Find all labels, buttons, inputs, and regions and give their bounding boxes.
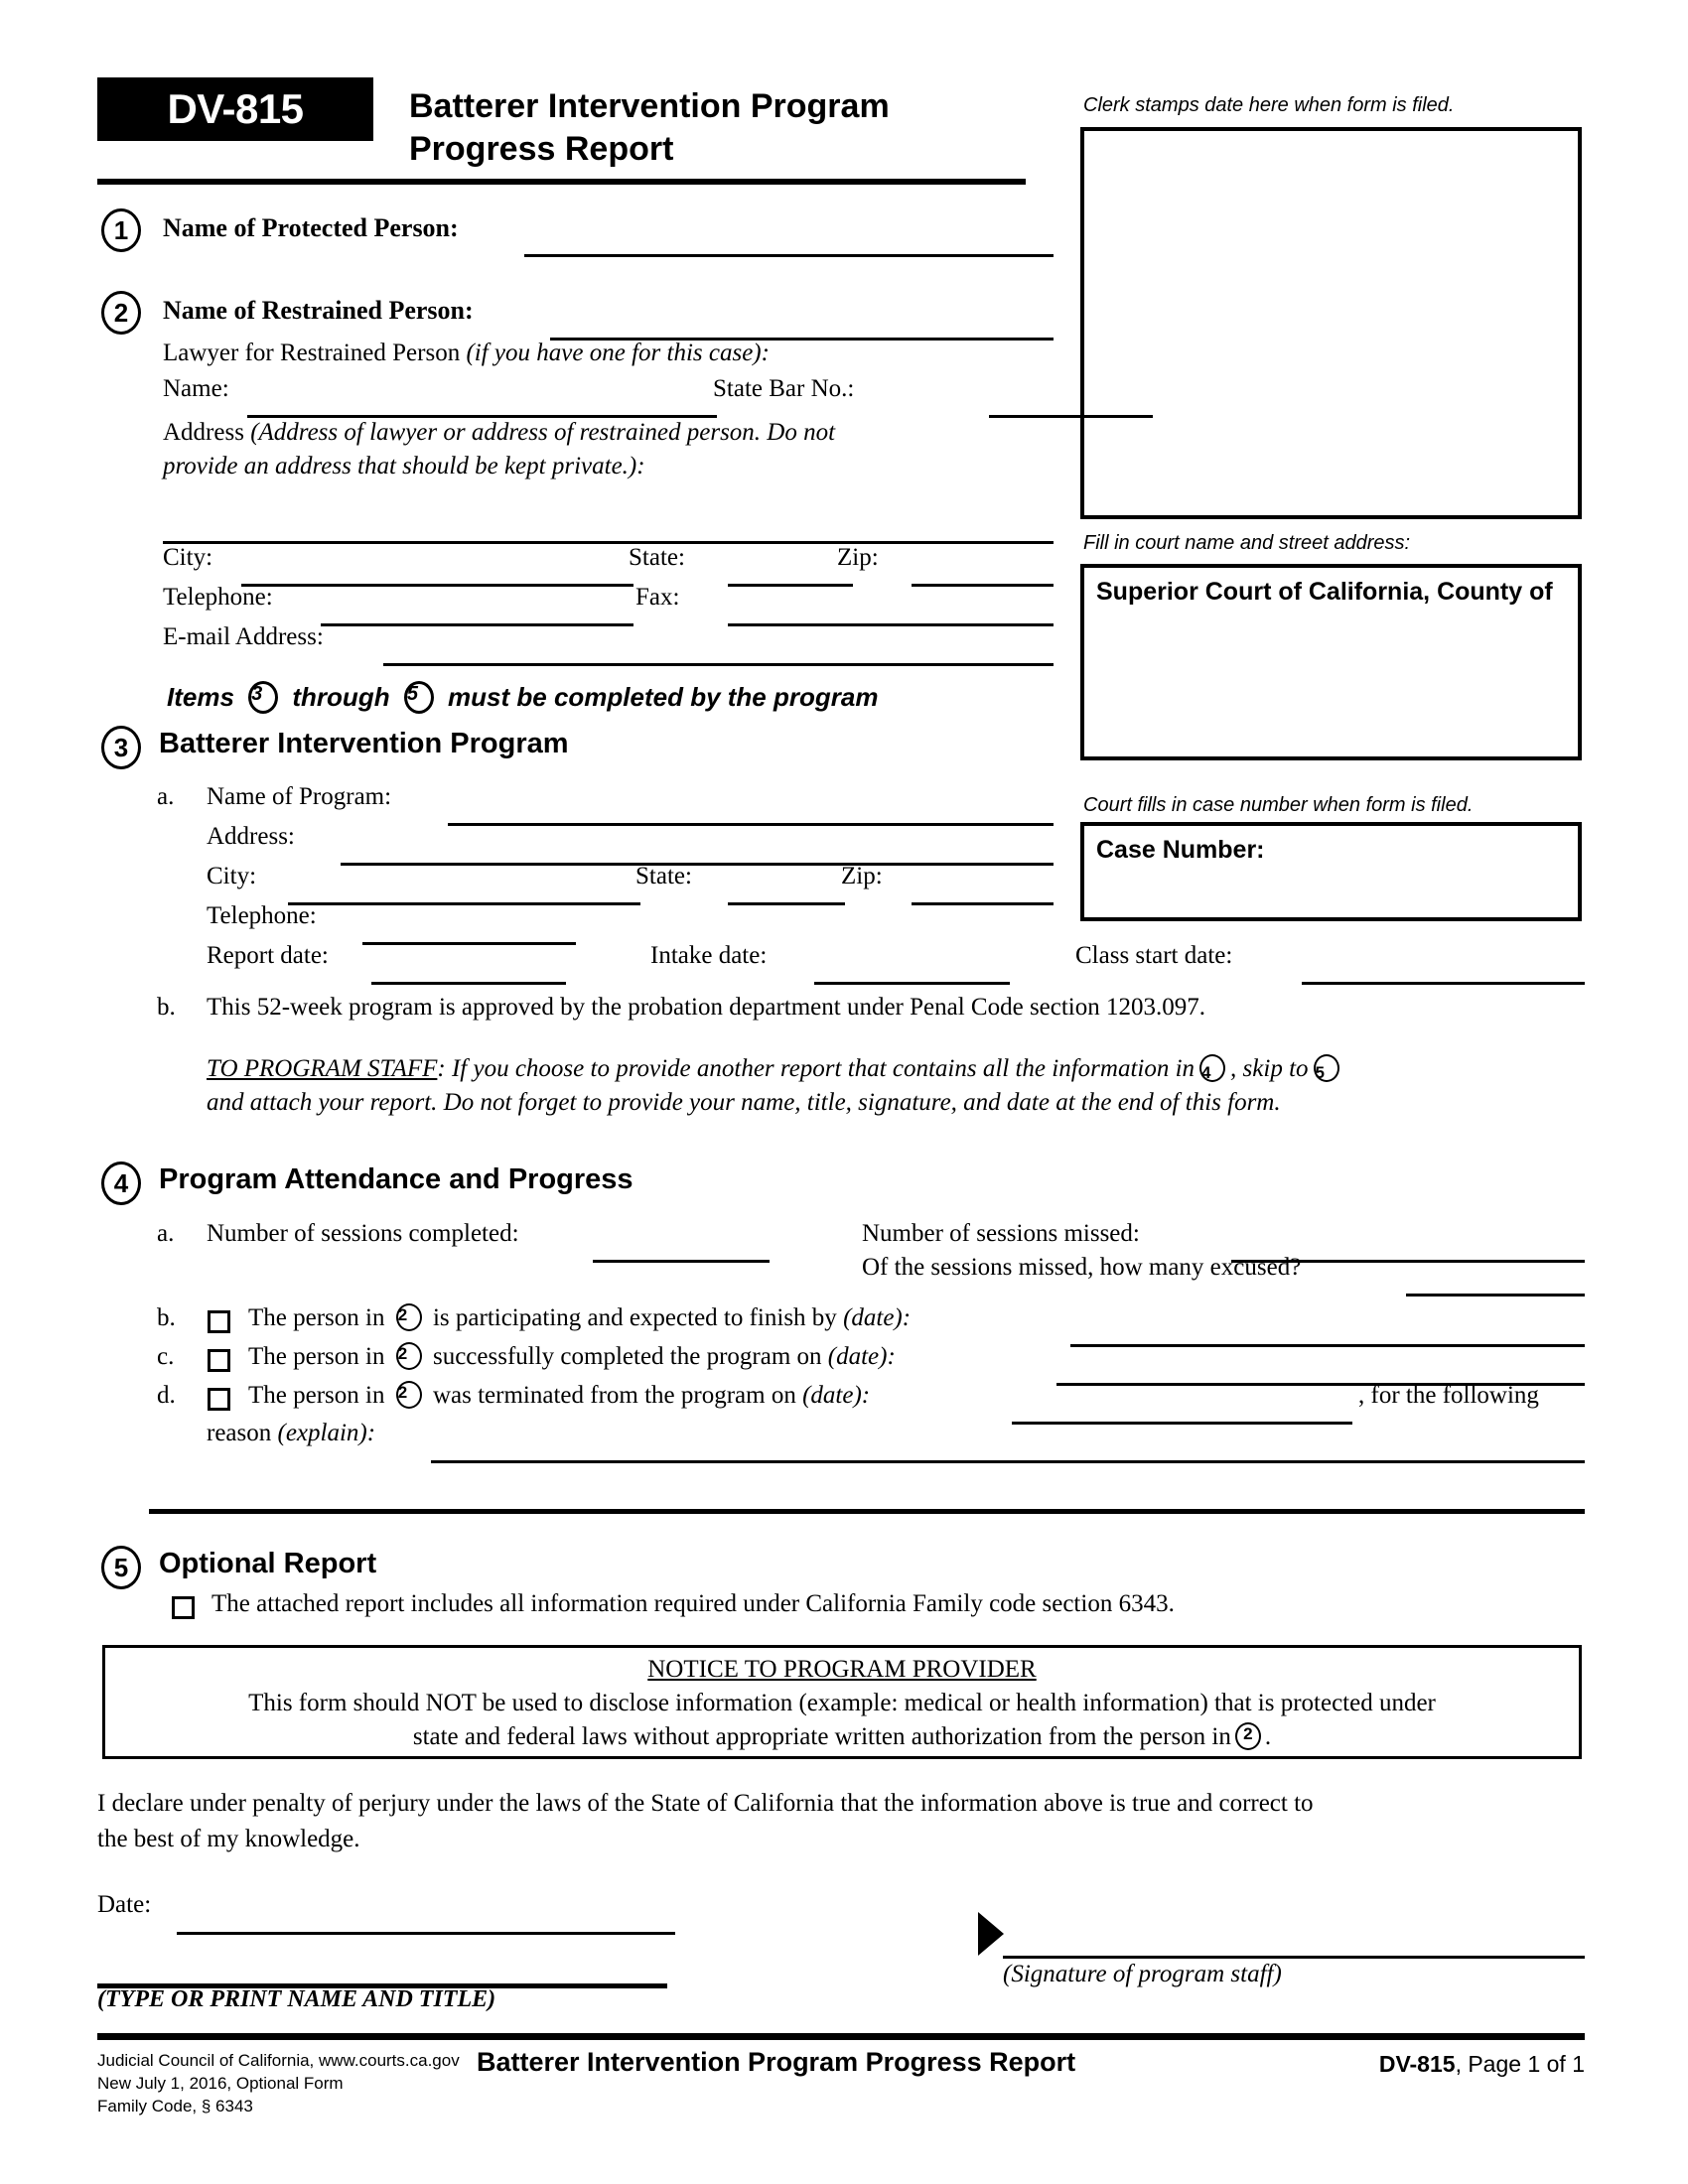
lawyer-email-label: E-mail Address:	[163, 623, 324, 650]
item-4b-date-line[interactable]	[1070, 1344, 1585, 1347]
class-start-date-line[interactable]	[1302, 982, 1585, 985]
notice-line-2	[105, 1723, 1579, 1752]
item-4d-ref-2: 2	[396, 1381, 422, 1409]
item-4-heading: Program Attendance and Progress	[159, 1163, 633, 1195]
item-4-number	[101, 1161, 141, 1205]
items-note-from-circle: 3	[248, 681, 278, 714]
sessions-excused-label: Of the sessions missed, how many excused?	[862, 1254, 1302, 1281]
footer-center-title: Batterer Intervention Program Progress Report	[477, 2047, 1076, 2077]
item-4c-text	[248, 1343, 896, 1372]
page-title	[409, 85, 1025, 171]
items-note-prefix: Items	[167, 682, 234, 712]
declaration-date-line[interactable]	[177, 1932, 675, 1935]
notice-line-2-pre: state and federal laws without appropriate written authorization from the person in	[412, 1723, 1231, 1750]
program-name-line[interactable]	[448, 823, 1054, 826]
item-1-circle: 1	[101, 208, 141, 252]
footer-left-line2: New July 1, 2016, Optional Form	[97, 2074, 344, 2093]
item-4b-text-post: is participating and expected to finish by	[432, 1304, 837, 1331]
sessions-missed-label: Number of sessions missed:	[862, 1220, 1140, 1247]
lawyer-fax-line[interactable]	[728, 623, 1054, 626]
page-title-line2: Progress Report	[409, 130, 674, 168]
court-name-label: Fill in court name and street address:	[1083, 532, 1411, 554]
item-4c-text-pre: The person in	[248, 1343, 385, 1370]
item-4d-checkbox[interactable]	[208, 1388, 230, 1411]
footer-page-count: , Page 1 of 1	[1455, 2051, 1585, 2077]
item-4c-marker: c.	[157, 1343, 175, 1370]
footer-right	[1379, 2051, 1585, 2078]
lawyer-telephone-label: Telephone:	[163, 584, 273, 611]
protected-person-name-line[interactable]	[524, 254, 1054, 257]
address-label: Address	[163, 419, 244, 446]
intake-date-label: Intake date:	[650, 942, 768, 969]
sessions-completed-line[interactable]	[593, 1260, 770, 1263]
item-4b-text	[248, 1304, 911, 1333]
item-4d-tail: , for the following	[1358, 1382, 1539, 1409]
item-4c-date-hint: (date):	[827, 1343, 896, 1370]
program-zip-label: Zip:	[841, 863, 883, 889]
lawyer-hint: (if you have one for this case):	[466, 340, 770, 366]
item-5-heading: Optional Report	[159, 1548, 377, 1579]
lawyer-name-label: Name:	[163, 375, 229, 402]
item-3-heading: Batterer Intervention Program	[159, 728, 569, 759]
footer-left-line3: Family Code, § 6343	[97, 2097, 253, 2116]
case-number-box[interactable]	[1080, 822, 1582, 921]
program-address-line[interactable]	[341, 863, 1054, 866]
items-note	[167, 682, 878, 716]
item-4a-marker: a.	[157, 1220, 175, 1247]
form-number-badge: DV-815	[97, 77, 373, 141]
item-4d-reason-line2[interactable]	[149, 1509, 1585, 1514]
case-number-label: Court fills in case number when form is filed.	[1083, 794, 1474, 816]
lawyer-zip-label: Zip:	[837, 544, 879, 571]
item-4d-marker: d.	[157, 1382, 176, 1409]
item-4b-date-hint: (date):	[843, 1304, 912, 1331]
program-telephone-line[interactable]	[362, 942, 576, 945]
item-4c-checkbox[interactable]	[208, 1349, 230, 1372]
lawyer-fax-label: Fax:	[635, 584, 680, 611]
item-3b-marker: b.	[157, 994, 176, 1021]
notice-line-2-post: .	[1264, 1723, 1272, 1750]
court-name-box[interactable]	[1080, 564, 1582, 760]
program-staff-note	[207, 1052, 1587, 1086]
program-zip-line[interactable]	[912, 902, 1054, 905]
item-4-circle: 4	[101, 1161, 141, 1205]
clerk-stamp-label: Clerk stamps date here when form is filed.	[1083, 94, 1455, 116]
items-note-middle: through	[292, 682, 390, 712]
court-name-value: Superior Court of California, County of	[1096, 578, 1553, 606]
item-4d-date-line[interactable]	[1012, 1422, 1352, 1425]
sessions-excused-line[interactable]	[1406, 1294, 1585, 1297]
state-bar-label: State Bar No.:	[713, 375, 855, 402]
program-address-label: Address:	[207, 823, 295, 850]
item-1-number	[101, 208, 141, 252]
title-divider	[97, 179, 1026, 185]
lawyer-name-line[interactable]	[247, 415, 717, 418]
item-4b-text-pre: The person in	[248, 1304, 385, 1331]
notice-box	[102, 1645, 1582, 1759]
program-staff-note-part2: , skip to	[1230, 1055, 1309, 1082]
program-staff-note-heading: TO PROGRAM STAFF	[207, 1055, 438, 1082]
footer-form-number: DV-815	[1378, 2051, 1456, 2077]
item-4d-text-post: was terminated from the program on	[432, 1382, 796, 1409]
item-4c-ref-2: 2	[396, 1342, 422, 1370]
footer-left-line1: Judicial Council of California, www.courts.ca.gov	[97, 2051, 460, 2070]
item-4d-reason-line1[interactable]	[431, 1460, 1585, 1463]
item-4d-text	[248, 1382, 870, 1411]
item-3-number	[101, 726, 141, 769]
notice-line-1: This form should NOT be used to disclose information (example: medical or health information) that is protected under	[248, 1690, 1436, 1716]
declaration-date-label: Date:	[97, 1891, 152, 1918]
item-2-circle: 2	[101, 291, 141, 335]
program-state-label: State:	[635, 863, 692, 889]
item-4b-ref-2: 2	[396, 1303, 422, 1331]
lawyer-city-label: City:	[163, 544, 213, 571]
program-staff-note-ref-5: 5	[1314, 1054, 1339, 1082]
item-4d-reason-row	[207, 1420, 375, 1447]
signature-caption: (Signature of program staff)	[1003, 1961, 1282, 1987]
lawyer-row	[163, 340, 770, 367]
program-state-line[interactable]	[728, 902, 845, 905]
item-4d-date-hint: (date):	[802, 1382, 871, 1409]
report-date-line[interactable]	[371, 982, 566, 985]
address-street-line[interactable]	[163, 541, 1054, 544]
declaration-line-1: I declare under penalty of perjury under the laws of the State of California that the information above is true and correct to	[97, 1790, 1314, 1817]
item-4b-marker: b.	[157, 1304, 176, 1331]
program-staff-note-part1: : If you choose to provide another report that contains all the information in	[437, 1055, 1196, 1082]
lawyer-state-line[interactable]	[728, 584, 853, 587]
item-4d-text-pre: The person in	[248, 1382, 385, 1409]
item-4c-text-post: successfully completed the program on	[432, 1343, 822, 1370]
lawyer-zip-line[interactable]	[912, 584, 1054, 587]
sessions-completed-label: Number of sessions completed:	[207, 1220, 519, 1247]
item-4d-reason-label: reason	[207, 1420, 272, 1446]
items-note-suffix: must be completed by the program	[448, 682, 879, 712]
item-2-label: Name of Restrained Person:	[163, 296, 474, 325]
address-hint-line2: provide an address that should be kept private.):	[163, 453, 645, 479]
item-3-circle: 3	[101, 726, 141, 769]
program-city-line[interactable]	[288, 902, 640, 905]
item-5-circle: 5	[101, 1546, 141, 1589]
program-name-label: Name of Program:	[207, 783, 392, 810]
item-5-checkbox-text: The attached report includes all information required under California Family code section 6343.	[211, 1590, 1175, 1617]
signature-arrow-icon	[978, 1912, 1004, 1956]
items-note-to-circle: 5	[404, 681, 434, 714]
declaration-line-2: the best of my knowledge.	[97, 1826, 360, 1852]
lawyer-telephone-line[interactable]	[321, 623, 633, 626]
clerk-stamp-box[interactable]	[1080, 127, 1582, 519]
item-4d-reason-hint: (explain):	[277, 1420, 376, 1446]
item-3a-marker: a.	[157, 783, 175, 810]
case-number-value: Case Number:	[1096, 836, 1265, 864]
item-1-label: Name of Protected Person:	[163, 213, 459, 242]
address-hint-line1: (Address of lawyer or address of restrained person. Do not	[250, 419, 836, 446]
notice-ref-2: 2	[1235, 1722, 1261, 1750]
report-date-label: Report date:	[207, 942, 329, 969]
lawyer-label: Lawyer for Restrained Person	[163, 340, 461, 366]
program-staff-note-ref-4: 4	[1199, 1054, 1225, 1082]
item-5-number	[101, 1546, 141, 1589]
item-4b-checkbox[interactable]	[208, 1310, 230, 1333]
lawyer-city-line[interactable]	[241, 584, 633, 587]
item-3b-text: This 52-week program is approved by the probation department under Penal Code section 1203.097.	[207, 994, 1206, 1021]
footer-divider	[97, 2033, 1585, 2040]
lawyer-email-line[interactable]	[383, 663, 1054, 666]
intake-date-line[interactable]	[814, 982, 1010, 985]
item-2-number	[101, 291, 141, 335]
program-telephone-label: Telephone:	[207, 902, 317, 929]
print-name-caption: (TYPE OR PRINT NAME AND TITLE)	[97, 1986, 496, 2012]
footer-left	[97, 2049, 460, 2117]
lawyer-state-label: State:	[629, 544, 685, 571]
signature-line[interactable]	[1003, 1956, 1585, 1959]
program-staff-note-line2: and attach your report. Do not forget to provide your name, title, signature, and date at the end of this form.	[207, 1089, 1281, 1116]
state-bar-line[interactable]	[989, 415, 1153, 418]
program-city-label: City:	[207, 863, 257, 889]
item-5-checkbox[interactable]	[172, 1596, 195, 1619]
class-start-date-label: Class start date:	[1075, 942, 1233, 969]
page-title-line1: Batterer Intervention Program	[409, 87, 890, 125]
lawyer-address-row	[163, 419, 835, 447]
notice-heading: NOTICE TO PROGRAM PROVIDER	[647, 1656, 1037, 1683]
